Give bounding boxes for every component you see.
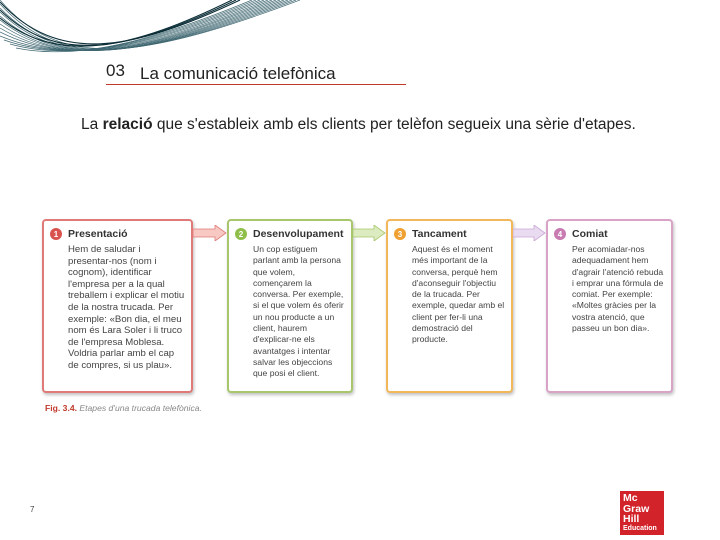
step-description: Hem de saludar i presentar-nos (nom i cognom), identificar l'empresa per a la qual treballem i explicar el motiu de la nostra trucada. Per exemple: «Bon dia, el meu nom és Lara Soler i li truco de l'empresa Moblesa. Voldria parlar amb el cap de compres, si us plau». <box>68 244 185 371</box>
step-title: Comiat <box>572 228 608 240</box>
step-number-badge: 3 <box>394 228 406 240</box>
figure-label: Fig. 3.4. <box>45 403 77 413</box>
section-number: 03 <box>106 61 125 80</box>
arrow-right-icon <box>513 225 546 241</box>
step-card-desenvolupament <box>227 219 353 393</box>
mcgraw-hill-logo <box>620 491 664 535</box>
step-card-presentacio <box>42 219 193 393</box>
figure-caption-text: Etapes d'una trucada telefònica. <box>79 403 202 413</box>
step-description: Un cop estiguem parlant amb la persona que volem, començarem la conversa. Per exemple, si el que volem és oferir un nou producte a un client, haurem d'explicar-ne els avantatges i intentar salvar les objeccions que posi el client. <box>253 244 344 379</box>
intro-bold-word: relació <box>102 116 153 133</box>
step-number-badge: 4 <box>554 228 566 240</box>
figure-caption <box>45 403 202 413</box>
logo-line: Graw <box>623 502 650 515</box>
intro-text-start: La <box>81 116 103 133</box>
section-title: La comunicació telefònica <box>140 64 336 83</box>
intro-sentence <box>81 116 701 134</box>
step-number-badge: 2 <box>235 228 247 240</box>
page-number: 7 <box>30 505 35 514</box>
logo-line: Mc <box>623 492 638 504</box>
step-number-badge: 1 <box>50 228 62 240</box>
step-title: Presentació <box>68 228 128 240</box>
step-description: Aquest és el moment més important de la conversa, perquè hem d'aconseguir l'objectiu de la trucada. Per exemple, quedar amb el client per fer-li una demostració del producte. <box>412 244 505 345</box>
logo-line: Hill <box>623 513 640 525</box>
arrow-right-icon <box>353 225 386 241</box>
step-card-tancament <box>386 219 513 393</box>
step-title: Tancament <box>412 228 467 240</box>
arrow-right-icon <box>193 225 227 241</box>
step-card-comiat <box>546 219 673 393</box>
step-title: Desenvolupament <box>253 228 344 240</box>
intro-text-end: que s'estableix amb els clients per telèfon segueix una sèrie d'etapes. <box>152 116 636 133</box>
section-header <box>106 60 406 85</box>
logo-line: Education <box>623 524 657 532</box>
step-description: Per acomiadar-nos adequadament hem d'agrair l'atenció rebuda i emprar una fórmula de comiat. Per exemple: «Moltes gràcies per la vostra atenció, que passeu un bon dia». <box>572 244 664 334</box>
